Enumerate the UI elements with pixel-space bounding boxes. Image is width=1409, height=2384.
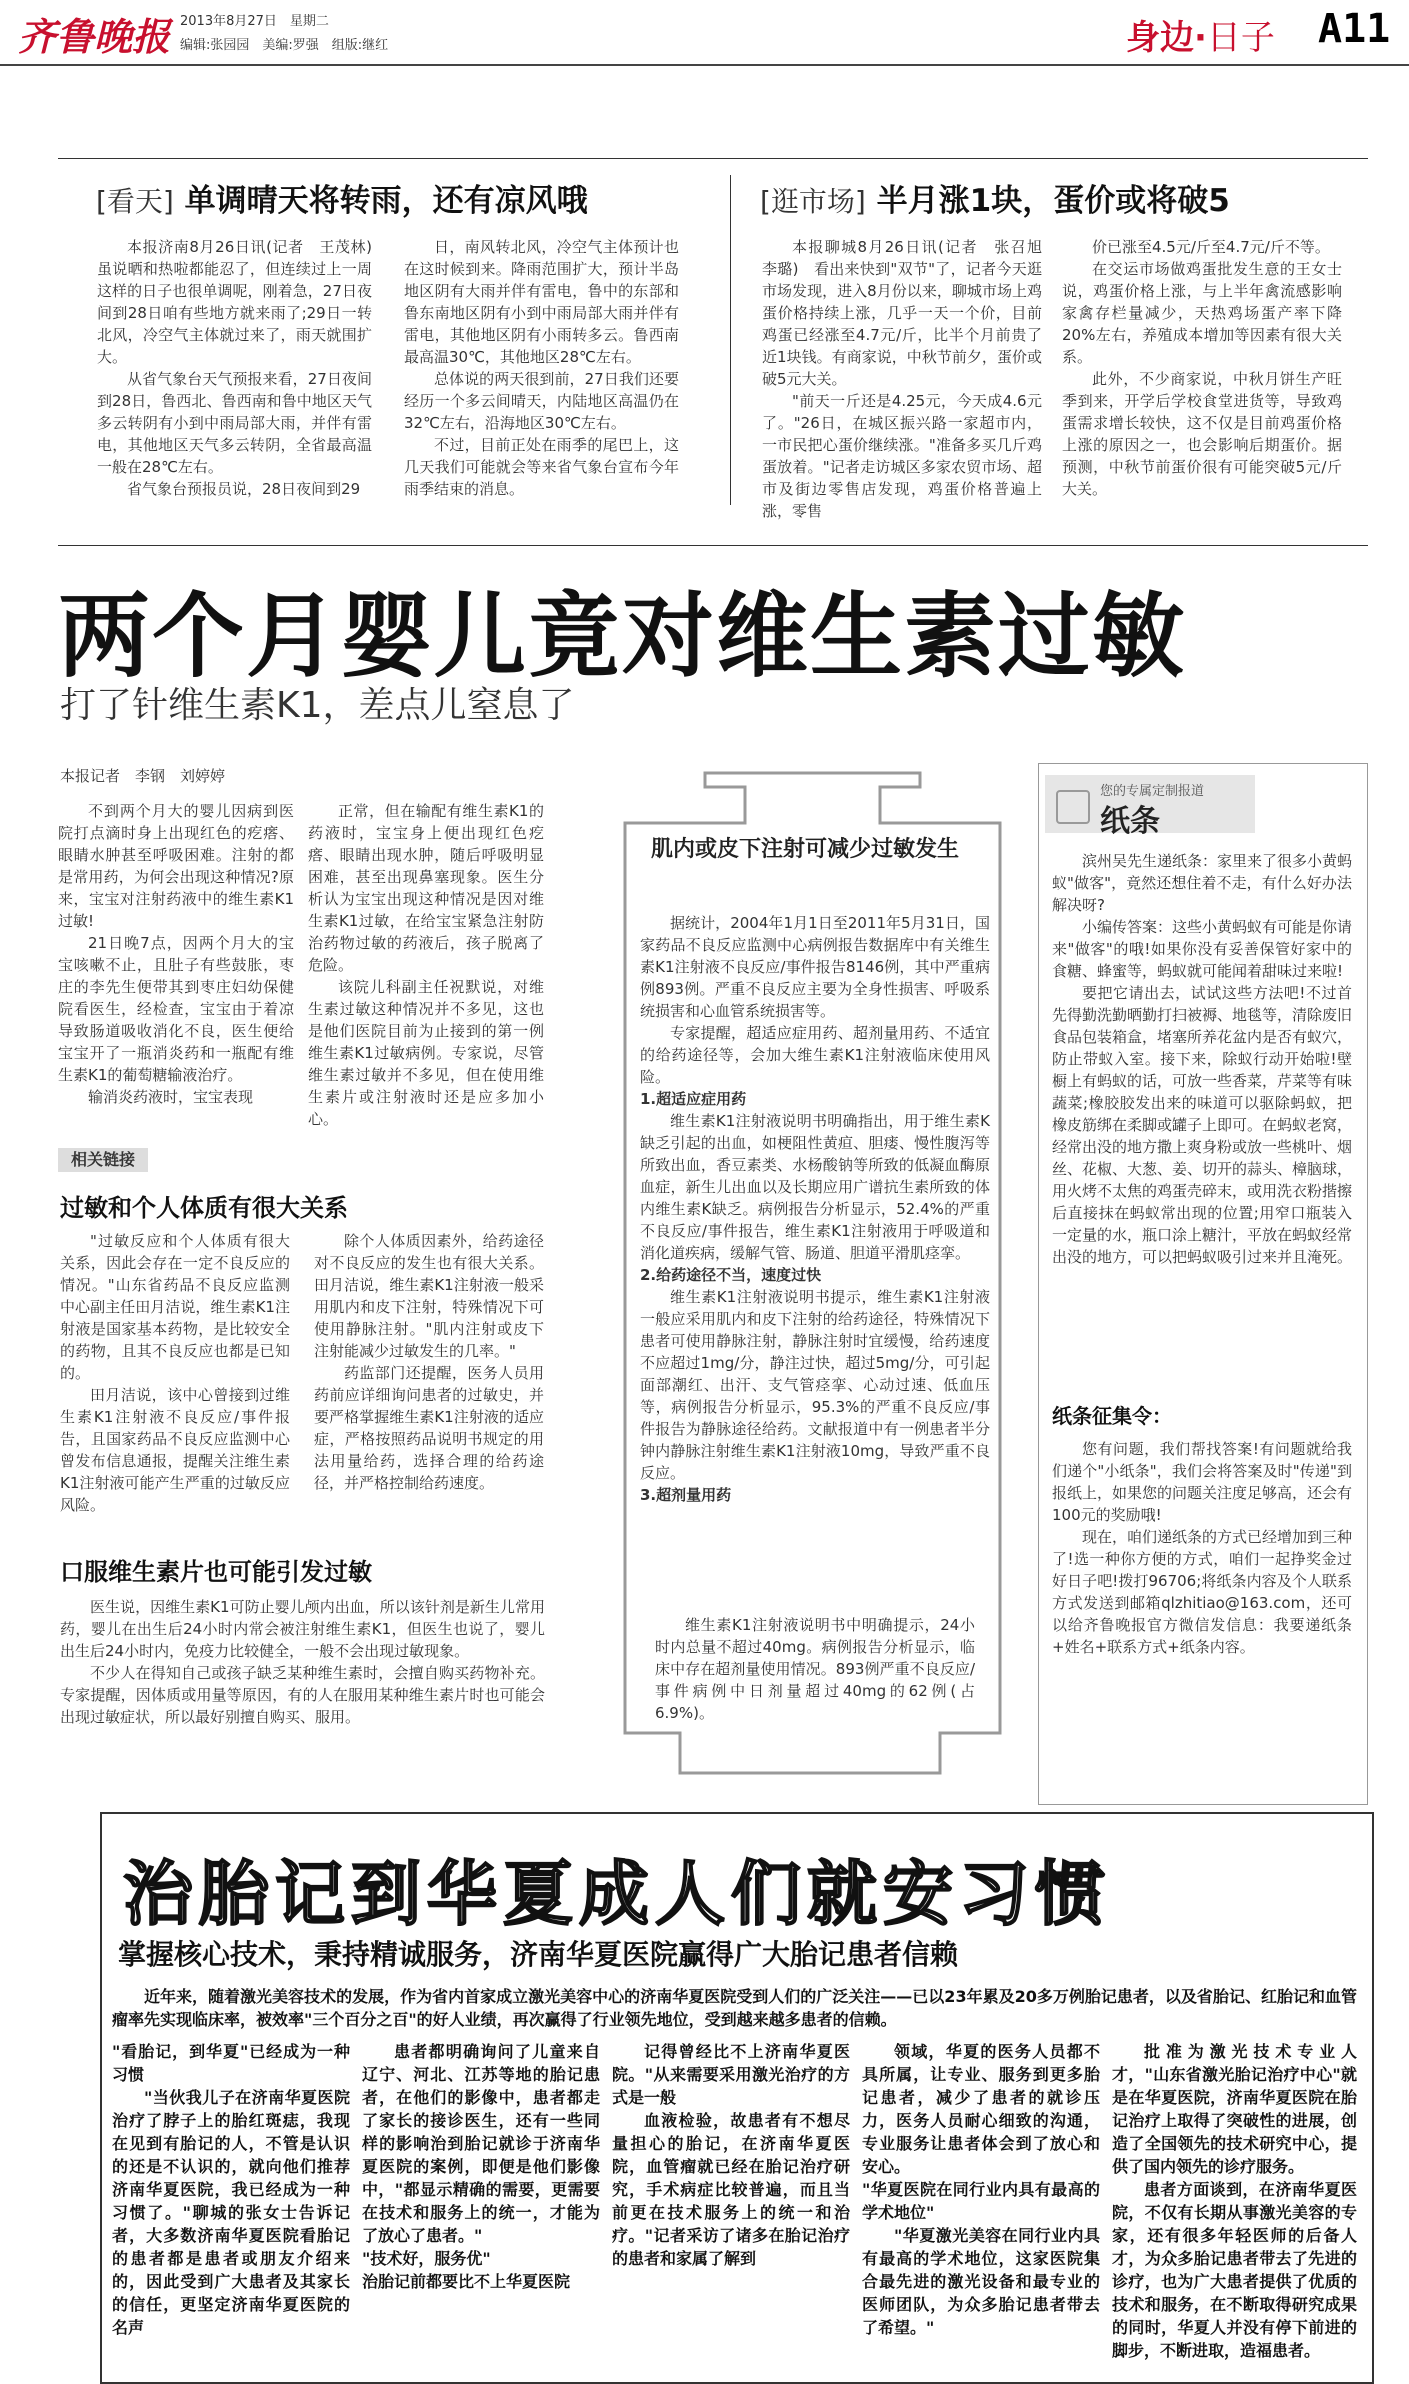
weather-col-2 [404, 236, 679, 536]
main-subheadline: 打了针维生素K1，差点儿窒息了 [60, 685, 575, 726]
top-rule [58, 158, 1368, 159]
ad-col-1 [112, 2040, 350, 2370]
paragraph: 维生素K1注射液说明书明确指出，用于维生素K缺乏引起的出血，如梗阻性黄疸、胆瘘、慢性腹泻等所致出血，香豆素类、水杨酸钠等所致的低凝血酶原血症，新生儿出血以及长期应用广谱抗生素所致的体内维生素K缺乏。病例报告分析显示，52.4%的严重不良反应/事件报告，维生素K1注射液用于呼吸道和消化道疾病，缓解气管、肠道、胆道平滑肌痉挛。 [640, 1112, 990, 1262]
paragraph: 专家提醒，超适应症用药、超剂量用药、不适宜的给药途径等，会加大维生素K1注射液临床使用风险。 [640, 1024, 990, 1086]
paragraph: 本报聊城8月26日讯(记者 张召旭 李璐) 看出来快到"双节"了，记者今天逛市场发现，进入8月份以来，聊城市场上鸡蛋价格持续上涨，几乎一天一个价，目前鸡蛋已经涨至4.7元/斤，比半个月前贵了近1块钱。有商家说，中秋节前夕，蛋价或破5元大关。 [762, 238, 1058, 388]
paragraph: 日，南风转北风，冷空气主体预计也在这时候到来。降雨范围扩大，预计半岛地区阴有大雨并伴有雷电，鲁中的东部和鲁东南地区阴有小到中雨局部大雨并伴有雷电，其他地区阴有小雨转多云。鲁西南最高温30℃，其他地区28℃左右。 [404, 238, 679, 366]
paragraph: 维生素K1注射液说明书提示，维生素K1注射液一般应采用肌内和皮下注射的给药途径，特殊情况下患者可使用静脉注射，静脉注射时宜缓慢，给药速度不应超过1mg/分，静注过快，超过5mg/分，可引起面部潮红、出汗、支气管痉挛、心动过速、低血压等，病例报告分析显示，95.3%的严重不良反应/事件报告为静脉途径给药。文献报道中有一例患者半分钟内静脉注射维生素K1注射液10mg，导致严重不良反应。 [640, 1288, 990, 1482]
paragraph: 该院儿科副主任祝默说，对维生素过敏这种情况并不多见，这也是他们医院目前为止接到的第一例维生素K1过敏病例。专家说，尽管维生素过敏并不多见，但在使用维生素片或注射液时还是应多加小心。 [308, 978, 544, 1128]
column-rule [730, 175, 731, 505]
paragraph: 在交运市场做鸡蛋批发生意的王女士说，鸡蛋价格上涨，与上半年禽流感影响家禽存栏量减少，天热鸡场蛋产率下降20%左右，养殖成本增加等因素有很大关系。 [1062, 260, 1342, 366]
paragraph: 维生素K1注射液说明书中明确提示，24小时内总量不超过40mg。病例报告分析显示，临床中存在超剂量使用情况。893例严重不良反应/事件病例中日剂量超过40mg的62例(占6.9%)。 [655, 1616, 975, 1722]
eggs-col-1 [762, 236, 1058, 536]
ad-col-head: 治胎记前都要比不上华夏医院 [362, 2272, 571, 2291]
related-col-2 [314, 1230, 544, 1530]
paragraph: 医生说，因维生素K1可防止婴儿颅内出血，所以该针剂是新生儿常用药，婴儿在出生后24小时内常会被注射维生素K1，但医生也说了，婴儿出生后24小时内，免疫力比较健全，一般不会出现过敏现象。 [60, 1598, 545, 1660]
syringe-headline: 肌内或皮下注射可减少过敏发生 [650, 837, 959, 862]
ad-col-5 [1112, 2040, 1357, 2370]
paragraph: 近年来，随着激光美容技术的发展，作为省内首家成立激光美容中心的济南华夏医院受到人们的广泛关注——已以23年累及20多万例胎记患者，以及省胎记、红胎记和血管瘤率先实现临床率，被效率"三个百分之百"的好人业绩，再次赢得了行业领先地位，受到越来越多患者的信赖。 [112, 1987, 1357, 2029]
sidebar-collect [1052, 1438, 1352, 1790]
paragraph: 省气象台预报员说，28日夜间到29 [127, 480, 361, 498]
related-col-1 [60, 1230, 290, 1530]
paragraph: "前天一斤还是4.25元，今天成4.6元了。"26日，在城区振兴路一家超市内，一市民把心蛋价继续涨。"准备多买几斤鸡蛋放着。"记者走访城区多家农贸市场、超市及街边零售店发现，鸡蛋价格普遍上涨，零售 [762, 392, 1042, 520]
paragraph: 批准为激光技术专业人才，"山东省激光胎记治疗中心"就是在华夏医院，济南华夏医院在胎记治疗上取得了突破性的进展，创造了全国领先的技术研究中心，提供了国内领先的诊疗服务。 [1112, 2042, 1357, 2176]
subhead-3: 3.超剂量用药 [640, 1486, 732, 1504]
weather-col-1 [97, 236, 388, 536]
main-col-1 [58, 800, 294, 1142]
paragraph: 患者方面谈到，在济南华夏医院，不仅有长期从事激光美容的专家，还有很多年轻医师的后备人才，为众多胎记患者带去了先进的诊疗，也为广大患者提供了优质的技术和服务，在不断取得研究成果的同时，华夏人并没有停下前进的脚步，不断进取，造福患者。 [1112, 2180, 1357, 2360]
related-headline: 过敏和个人体质有很大关系 [60, 1194, 348, 1222]
paragraph: 除个人体质因素外，给药途径对不良反应的发生也有很大关系。田月洁说，维生素K1注射液一般采用肌内和皮下注射，特殊情况下可使用静脉注射。"肌内注射或皮下注射能减少过敏发生的几率。" [314, 1232, 544, 1360]
paragraph: 输消炎药液时，宝宝表现 [88, 1088, 254, 1106]
paragraph: 从省气象台天气预报来看，27日夜间到28日，鲁西北、鲁西南和鲁中地区天气多云转阴有小到中雨局部大雨，并伴有雷电，其他地区天气多云转阴，全省最高温一般在28℃左右。 [97, 370, 372, 476]
syringe-body [640, 912, 990, 1612]
paragraph: "当伙我儿子在济南华夏医院治疗了脖子上的胎红斑痣，我现在见到有胎记的人，不管是认识的还是不认识的，就向他们推荐济南华夏医院，我已经成为一种习惯了。"聊城的张女士告诉记者，大多数济南华夏医院看胎记的患者都是患者或朋友介绍来的，因此受到广大患者及其家长的信任，更坚定济南华夏医院的名声 [112, 2088, 350, 2337]
section-name [1126, 10, 1275, 59]
paragraph: 不少人在得知自己或孩子缺乏某种维生素时，会擅自购买药物补充。专家提醒，因体质或用量等原因，有的人在服用某种维生素片时也可能会出现过敏症状，所以最好别擅自购买、服用。 [60, 1664, 545, 1726]
page-number: A11 [1318, 6, 1391, 52]
section-dot: · [1194, 18, 1207, 58]
oral-text [60, 1596, 545, 1796]
answer: 要把它请出去，试试这些方法吧!不过首先得勤洗勤晒勤打扫被褥、地毯等，清除废旧食品包装箱盒，堵塞所养花盆内是否有蚁穴，防止带蚁入室。接下来，除蚁行动开始啦!壁橱上有蚂蚁的话，可放一些香菜，芹菜等有味蔬菜;橡胶胶发出来的味道可以驱除蚂蚁，把橡皮筋绑在柔脚或罐子上即可。在蚂蚁老窝，经常出没的地方撒上爽身粉或放一些桃叶、烟丝、花椒、大葱、姜、切开的蒜头、樟脑球，用火烤不太焦的鸡蛋壳碎末，或用洗衣粉揩擦后直接抹在蚂蚁常出现的位置;用窄口瓶装入一定量的水，瓶口涂上糖汁，平放在蚂蚁经常出没的地方，可以把蚂蚁吸引过来并且淹死。 [1052, 984, 1353, 1266]
weather-headline [96, 175, 588, 220]
paragraph: 领域，华夏的医务人员都不具所属，让专业、服务到更多胎记患者，减少了患者的就诊压力，医务人员耐心细致的沟通，专业服务让患者体会到了放心和安心。 [862, 2042, 1100, 2176]
paragraph: 您有问题，我们帮找答案!有问题就给我们递个"小纸条"，我们会将答案及时"传递"到报纸上，如果您的问题关注度足够高，还会有100元的奖励哦! [1052, 1440, 1353, 1524]
section-sub: 日子 [1206, 18, 1275, 58]
paragraph: 不过，目前正处在雨季的尾巴上，这几天我们可能就会等来省气象台宣布今年雨季结束的消息。 [404, 436, 679, 498]
paragraph: 药监部门还提醒，医务人员用药前应详细询问患者的过敏史，并要严格掌握维生素K1注射液的适应症，严格按照药品说明书规定的用法用量给药，选择合理的给药途径，并严格控制给药速度。 [314, 1364, 544, 1492]
eggs-col-2 [1062, 236, 1342, 536]
ad-col-head: "技术好，服务优" [362, 2249, 491, 2268]
paragraph: 患者都明确询问了儿童来自辽宁、河北、江苏等地的胎记患者，在他们的影像中，患者都走了家长的接诊医生，还有一些同样的影响治到胎记就诊于济南华夏医院的案例，即便是他们影像中，"都显示精确的需要，更需要在技术和服务上的统一，才能为了放心了患者。" [362, 2042, 600, 2245]
eggs-headline-text: 半月涨1块，蛋价或将破5 [876, 183, 1230, 219]
eggs-tag: [逛市场] [760, 185, 866, 218]
ad-headline: 治胎记到华夏成人们就安习惯 [123, 1853, 1111, 1935]
paragraph: 此外，不少商家说，中秋月饼生产旺季到来，开学后学校食堂进货等，导致鸡蛋需求增长较快，这不仅是目前鸡蛋价格上涨的原因之一，也会影响后期蛋价。据预测，中秋节前蛋价很有可能突破5元/斤大关。 [1062, 370, 1342, 498]
related-links-label: 相关链接 [58, 1148, 148, 1172]
ad-col-4 [862, 2040, 1100, 2370]
byline: 本报记者 李钢 刘婷婷 [60, 767, 226, 785]
sidebar-tag-top: 您的专属定制报道 [1100, 784, 1205, 799]
oral-headline: 口服维生素片也可能引发过敏 [60, 1558, 372, 1586]
ad-subheadline: 掌握核心技术，秉持精诚服务，济南华夏医院赢得广大胎记患者信赖 [118, 1938, 959, 1971]
sidebar-qa [1052, 850, 1352, 1390]
ad-col-2 [362, 2040, 600, 2370]
section-main: 身边 [1126, 18, 1194, 58]
ad-lead [112, 1985, 1357, 2033]
ad-col-head: "看胎记，到华夏"已经成为一种习惯 [112, 2042, 350, 2084]
weather-tag: [看天] [96, 185, 174, 218]
question: 滨州吴先生递纸条：家里来了很多小黄蚂蚁"做客"，竟然还想住着不走，有什么好办法解决呀? [1052, 852, 1353, 914]
main-headline: 两个月婴儿竟对维生素过敏 [58, 583, 1187, 690]
weather-headline-text: 单调晴天将转雨，还有凉风哦 [184, 183, 588, 219]
paragraph: 不到两个月大的婴儿因病到医院打点滴时身上出现红色的疙瘩、眼睛水肿甚至呼吸困难。注射的都是常用药，为何会出现这种情况?原来，宝宝对注射药液中的维生素K1过敏! [58, 802, 294, 930]
subhead-2: 2.给药途径不当，速度过快 [640, 1266, 822, 1284]
paragraph: 21日晚7点，因两个月大的宝宝咳嗽不止，且肚子有些鼓胀，枣庄的李先生便带其到枣庄妇幼保健院看医生，经检查，宝宝由于着凉导致肠道吸收消化不良，医生便给宝宝开了一瓶消炎药和一瓶配有维生素K1的葡萄糖输液治疗。 [58, 934, 294, 1084]
subhead-1: 1.超适应症用药 [640, 1090, 747, 1108]
paragraph: 正常，但在输配有维生素K1的药液时，宝宝身上便出现红色疙瘩、眼睛出现水肿，随后呼吸明显困难，甚至出现鼻塞现象。医生分析认为宝宝出现这种情况是因对维生素K1过敏，在给宝宝紧急注射防治药物过敏的药液后，孩子脱离了危险。 [308, 802, 544, 974]
pin-icon [1056, 790, 1090, 824]
editor-credits: 编辑:张园园 美编:罗强 组版:继红 [180, 38, 389, 53]
newspaper-logo: 齐鲁晚报 [18, 14, 171, 59]
syringe-tail [655, 1614, 975, 1784]
paragraph: 现在，咱们递纸条的方式已经增加到三种了!选一种你方便的方式，咱们一起挣奖金过好日子吧!拨打96706;将纸条内容及个人联系方式发送到邮箱qlzhitiao@163.com，还可以给齐鲁晚报官方微信发信息：我要递纸条+姓名+联系方式+纸条内容。 [1052, 1528, 1353, 1656]
masthead [0, 0, 1409, 66]
sidebar-tag-main: 纸条 [1100, 804, 1160, 839]
paragraph: 血液检验，故患者有不想尽量担心的胎记，在济南华夏医院，血管瘤就已经在胎记治疗研究，手术病症比较普遍，而且当前更在技术服务上的统一和治疗。"记者采访了诸多在胎记治疗的患者和家属了解到 [612, 2111, 850, 2268]
ad-col-3 [612, 2040, 850, 2370]
paragraph: "华夏激光美容在同行业内具有最高的学术地位，这家医院集合最先进的激光设备和最专业的医师团队，为众多胎记患者带去了希望。" [862, 2226, 1100, 2337]
section-rule [58, 545, 1368, 546]
eggs-headline [760, 175, 1230, 220]
dateline: 2013年8月27日 星期二 [180, 14, 329, 29]
answer: 小编传答案：这些小黄蚂蚁有可能是你请来"做客"的哦!如果你没有妥善保管好家中的食糖、蜂蜜等，蚂蚁就可能闻着甜味过来啦! [1052, 918, 1353, 980]
ad-col-head: "华夏医院在同行业内具有最高的学术地位" [862, 2180, 1100, 2222]
paragraph: 本报济南8月26日讯(记者 王茂林) 虽说晒和热啦都能忍了，但连续过上一周这样的日子也很单调呢，刚着急，27日夜间到28日咱有些地方就来雨了;29日一转北风，冷空气主体就过来了，雨天就围扩大。 [97, 238, 388, 366]
paragraph: 记得曾经比不上济南华夏医院。"从来需要采用激光治疗的方式是一般 [612, 2042, 850, 2107]
paragraph: 据统计，2004年1月1日至2011年5月31日，国家药品不良反应监测中心病例报告数据库中有关维生素K1注射液不良反应/事件报告8146例，其中严重病例893例。严重不良反应主要为全身性损害、呼吸系统损害和心血管系统损害等。 [640, 914, 990, 1020]
paragraph: 田月洁说，该中心曾接到过维生素K1注射液不良反应/事件报告，且国家药品不良反应监测中心曾发布信息通报，提醒关注维生素K1注射液可能产生严重的过敏反应风险。 [60, 1386, 290, 1514]
main-col-2 [308, 800, 544, 1142]
paragraph: 价已涨至4.5元/斤至4.7元/斤不等。 [1092, 238, 1330, 256]
paragraph: 总体说的两天很到前，27日我们还要经历一个多云间晴天，内陆地区高温仍在32℃左右，沿海地区30℃左右。 [404, 370, 679, 432]
paragraph: "过敏反应和个人体质有很大关系，因此会存在一定不良反应的情况。"山东省药品不良反应监测中心副主任田月洁说，维生素K1注射液是国家基本药物，是比较安全的药物，且其不良反应也都是已知的。 [60, 1232, 290, 1382]
collect-headline: 纸条征集令： [1052, 1404, 1172, 1428]
